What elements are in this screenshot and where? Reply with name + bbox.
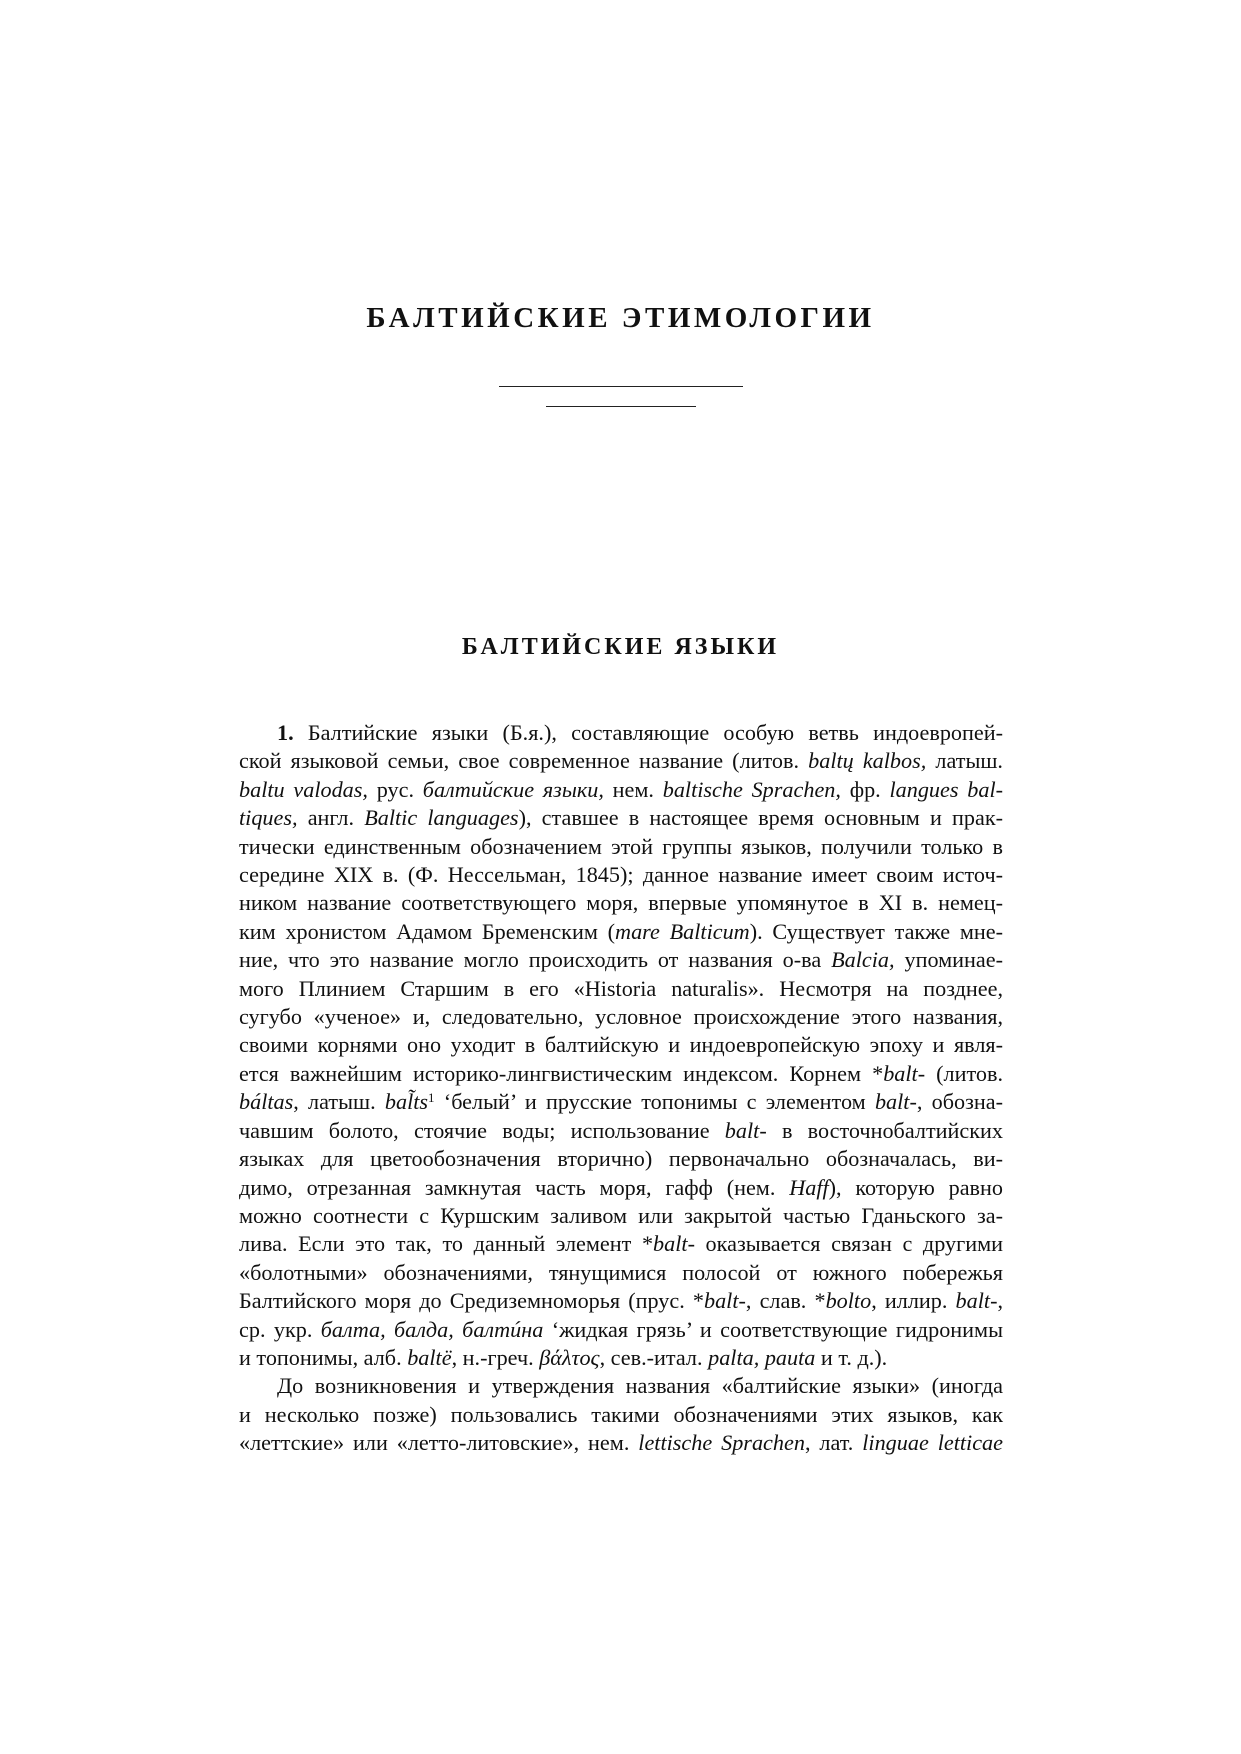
text: «леттские» или «летто-литовские», нем. [239,1430,639,1456]
text-line [239,1344,1003,1372]
text: ние, что это название могло происходить от названия о-ва [239,947,832,973]
paragraph-2 [239,1372,1003,1457]
italic-term: βάλτος [539,1344,600,1370]
text: оказывается связан с другими [694,1231,1003,1257]
italic-term: balt- [883,1060,926,1086]
italic-term: báltas [239,1089,294,1115]
text: фр. [840,776,890,802]
text-line: середине XIX в. (Ф. Нессельман, 1845); данное название имеет своим источ- [239,862,1003,888]
italic-term: langues bal- [889,776,1004,802]
italic-term: balt- [724,1117,767,1143]
page-title: БАЛТИЙСКИЕ ЭТИМОЛОГИИ [366,302,875,334]
italic-term: palta, pauta [708,1344,816,1370]
text: и т. д.). [815,1344,888,1370]
text: ким хронистом Адамом Бременским ( [239,918,616,944]
text: Балтийские языки (Б.я.), составляющие особую ветвь индоевропей- [293,720,1003,745]
text: ). Существует также мне- [749,918,1003,944]
section-title: БАЛТИЙСКИЕ ЯЗЫКИ [461,634,780,660]
text: ской языковой семьи, свое современное название (литов. [239,748,809,774]
italic-term: balt- [955,1288,998,1314]
text: ʻбелый’ и прусские топонимы с элементом [434,1089,875,1115]
italic-term: Balcia, [831,947,895,973]
italic-term: baltë [407,1344,452,1370]
text-line [239,747,1003,775]
text: чавшим болото, стоячие воды; использование [239,1117,725,1143]
italic-term: baltu valodas, [239,776,368,802]
text-line [239,1429,1003,1457]
text: ), ставшее в настоящее время основным и прак- [518,805,1003,831]
italic-term: Haff [789,1174,829,1200]
text: упоминае- [894,947,1004,973]
text: димо, отрезанная замкнутая часть моря, гафф (нем. [239,1174,790,1200]
text-line [239,946,1003,974]
italic-term: lettische Sprachen [638,1430,805,1456]
italic-term: bal̃ts [384,1089,429,1115]
italic-term: bolto [825,1288,872,1314]
text: рус. [367,776,423,802]
text-line [239,776,1003,804]
title-rule-short [546,406,696,407]
italic-term: baltische Sprachen, [662,776,841,802]
italic-term: balt- [703,1288,746,1314]
text: , лат. [804,1430,863,1456]
text-line: ником название соответствующего моря, впервые упомянутое в XI в. немец- [239,890,1003,916]
italic-term: linguae letticae [862,1430,1003,1456]
text-line [239,918,1003,946]
text: , сев.-итал. [599,1344,709,1370]
italic-term: baltų kalbos, [808,748,927,774]
text-line: До возникновения и утверждения названия «балтийские языки» (иногда [277,1373,1003,1399]
text: нем. [603,776,663,802]
text-line: своими корнями оно уходит в балтийскую и индоевропейскую эпоху и явля- [239,1032,1003,1058]
text: , н.-греч. [451,1344,540,1370]
text: лива. Если это так, то данный элемент * [239,1231,654,1257]
text: , [997,1288,1003,1314]
text-line: сугубо «ученое» и, следовательно, условное происхождение этого названия, [239,1004,1003,1030]
paragraph-1 [239,719,1003,1372]
footnote-marker: 1 [428,1090,435,1106]
text-line: можно соотнести с Куршским заливом или закрытой частью Гданьского за- [239,1202,1003,1228]
text-line [239,1230,1003,1258]
text-line [239,1117,1003,1145]
text: ʻжидкая грязь’ и соответствующие гидронимы [543,1316,1003,1342]
text-line: языках для цветообозначения вторично) первоначально обозначалась, ви- [239,1146,1003,1172]
italic-term: balt- [653,1231,695,1257]
text: , иллир. [871,1288,956,1314]
text-line: мого Плинием Старшим в его «Historia naturalis». Несмотря на позднее, [239,975,1003,1001]
italic-term: балта, балда, балтúна [320,1316,544,1342]
text: ), которую равно [828,1174,1004,1200]
text: и топонимы, алб. [239,1344,408,1370]
text-line: и несколько позже) пользовались такими обозначениями этих языков, как [239,1401,1003,1427]
text-line: тически единственным обозначением этой группы языков, получили только в [239,833,1003,859]
text-line [239,804,1003,832]
paragraph-number: 1. [277,720,294,745]
italic-term: балтийские языки, [422,776,604,802]
text-line [239,1316,1003,1344]
text-line [239,1060,1003,1088]
italic-term: balt- [874,1089,917,1115]
body-text [239,719,1003,1458]
text: в восточнобалтийских [766,1117,1003,1143]
text: ется важнейшим историко-лингвистическим индексом. Корнем * [239,1060,884,1086]
text-line [239,719,1003,747]
italic-term: Baltic languages [364,805,519,831]
text: , обозна- [916,1089,1003,1115]
text-line [239,1088,1003,1116]
italic-term: mare Balticum [615,918,750,944]
text: , латыш. [293,1089,385,1115]
text: латыш. [926,748,1003,774]
text-line [239,1287,1003,1315]
title-rule-long [499,386,743,387]
text: ср. укр. [239,1316,321,1342]
text: англ. [297,805,365,831]
text: , слав. * [745,1288,826,1314]
text: (литов. [925,1060,1004,1086]
text: Балтийского моря до Средиземноморья (прус. * [239,1288,704,1314]
text-line [239,1174,1003,1202]
text-line: «болотными» обозначениями, тянущимися полосой от южного побережья [239,1259,1003,1285]
italic-term: tiques, [239,805,298,831]
